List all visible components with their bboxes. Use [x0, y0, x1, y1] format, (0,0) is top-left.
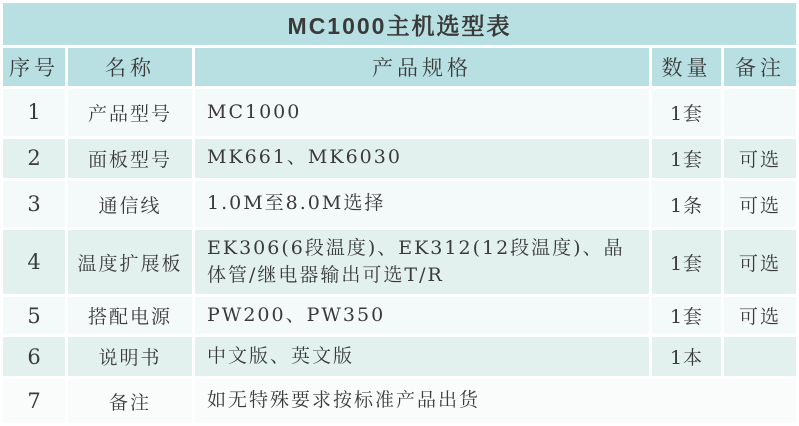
- cell-name: 温度扩展板: [68, 230, 192, 293]
- header-spec: 产品规格: [195, 48, 649, 86]
- cell-no: 3: [3, 181, 65, 228]
- cell-spec: 如无特殊要求按标准产品出货: [195, 379, 796, 423]
- cell-no: 1: [3, 89, 65, 136]
- table-row: [3, 139, 796, 178]
- header-name: 名称: [68, 48, 192, 86]
- cell-note: 可选: [724, 139, 796, 178]
- table-row: [3, 181, 796, 228]
- cell-name: 搭配电源: [68, 297, 192, 335]
- cell-no: 2: [3, 139, 65, 178]
- table-row: [3, 337, 796, 376]
- cell-qty: 1套: [652, 297, 721, 335]
- table-row: [3, 379, 796, 423]
- cell-spec: 中文版、英文版: [195, 337, 649, 376]
- header-qty: 数量: [652, 48, 721, 86]
- cell-note: 可选: [724, 297, 796, 335]
- table-title: MC1000主机选型表: [3, 3, 796, 45]
- cell-no: 7: [3, 379, 65, 423]
- header-note: 备注: [724, 48, 796, 86]
- cell-no: 5: [3, 297, 65, 335]
- header-no: 序号: [3, 48, 65, 86]
- table-header-row: [3, 48, 796, 86]
- table-row: [3, 89, 796, 136]
- cell-name: 通信线: [68, 181, 192, 228]
- cell-note: 可选: [724, 181, 796, 228]
- cell-no: 4: [3, 230, 65, 293]
- cell-spec: MC1000: [195, 89, 649, 136]
- cell-name: 面板型号: [68, 139, 192, 178]
- table-row: [3, 297, 796, 335]
- cell-qty: 1本: [652, 337, 721, 376]
- cell-qty: 1套: [652, 139, 721, 178]
- cell-note: [724, 337, 796, 376]
- cell-spec: 1.0M至8.0M选择: [195, 181, 649, 228]
- cell-name: 说明书: [68, 337, 192, 376]
- cell-note: [724, 89, 796, 136]
- cell-note: 可选: [724, 230, 796, 293]
- cell-name: 备注: [68, 379, 192, 423]
- cell-no: 6: [3, 337, 65, 376]
- table-row: [3, 230, 796, 293]
- cell-spec: PW200、PW350: [195, 297, 649, 335]
- cell-spec: MK661、MK6030: [195, 139, 649, 178]
- table-title-row: [3, 3, 796, 45]
- cell-name: 产品型号: [68, 89, 192, 136]
- cell-qty: 1条: [652, 181, 721, 228]
- cell-spec: EK306(6段温度)、EK312(12段温度)、晶体管/继电器输出可选T/R: [195, 230, 649, 293]
- cell-qty: 1套: [652, 89, 721, 136]
- cell-qty: 1套: [652, 230, 721, 293]
